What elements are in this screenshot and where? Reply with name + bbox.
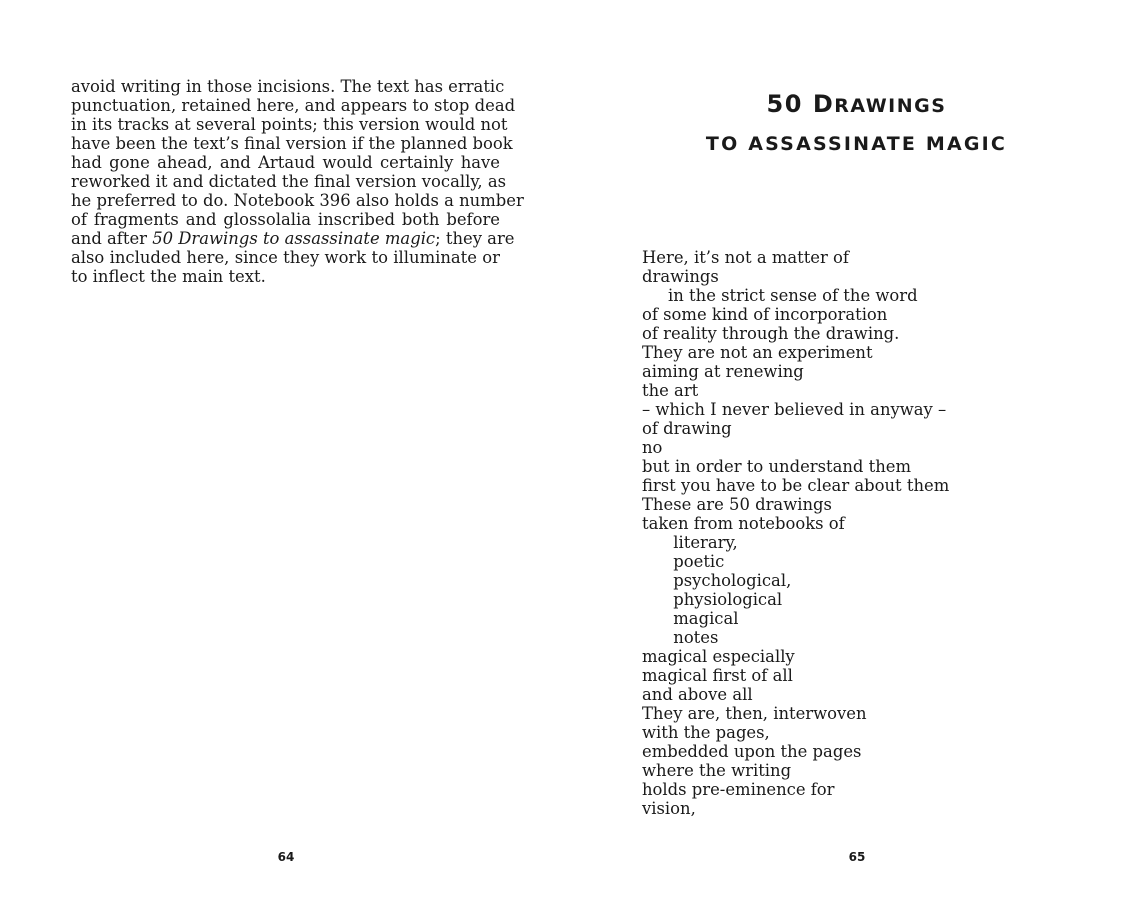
poem-line: where the writing <box>642 761 792 780</box>
prose-line-with-italic-title <box>71 229 515 248</box>
prose-line: punctuation, retained here, and appears to stop dead <box>71 96 516 115</box>
poem-line: holds pre-eminence for <box>642 780 835 799</box>
poem-line: embedded upon the pages <box>642 742 862 761</box>
poem-line: aiming at renewing <box>642 362 804 381</box>
poem-line: literary, <box>642 533 738 552</box>
prose-line: had gone ahead, and Artaud would certainly have <box>71 153 500 172</box>
poem-line: magical especially <box>642 647 795 666</box>
poem-line: taken from notebooks of <box>642 514 845 533</box>
poem-line: They are not an experiment <box>642 343 873 362</box>
poem-line: – which I never believed in anyway – <box>642 400 947 419</box>
prose-line: in its tracks at several points; this version would not <box>71 115 508 134</box>
prose-line: also included here, since they work to illuminate or <box>71 248 500 267</box>
poem-line: poetic <box>642 552 725 571</box>
title-line-2: TO ASSASSINATE MAGIC <box>705 133 1008 155</box>
poem-line: vision, <box>642 799 696 818</box>
poem-line: no <box>642 438 663 457</box>
prose-text: and after <box>71 229 153 248</box>
poem-line: with the pages, <box>642 723 770 742</box>
italic-book-title: 50 Drawings to assassinate magic <box>152 229 436 248</box>
poem-line: notes <box>642 628 719 647</box>
poem-line: magical <box>642 609 739 628</box>
poem-line: These are 50 drawings <box>642 495 832 514</box>
poem-line: and above all <box>642 685 753 704</box>
title-number: 50 <box>766 90 813 118</box>
title-small-caps: RAWINGS <box>834 95 947 117</box>
prose-line: of fragments and glossolalia inscribed both before <box>71 210 500 229</box>
poem-line: of some kind of incorporation <box>642 305 888 324</box>
poem-line: but in order to understand them <box>642 457 912 476</box>
left-page-prose <box>71 77 524 286</box>
poem-line: the art <box>642 381 699 400</box>
page-number-left: 64 <box>277 850 295 864</box>
prose-line: he preferred to do. Notebook 396 also holds a number <box>71 191 524 210</box>
prose-line: reworked it and dictated the final version vocally, as <box>71 172 507 191</box>
poem-line: physiological <box>642 590 783 609</box>
poem-line: in the strict sense of the word <box>642 286 918 305</box>
title-line-1 <box>571 88 1142 122</box>
poem-line: drawings <box>642 267 719 286</box>
prose-line: avoid writing in those incisions. The text has erratic <box>71 77 505 96</box>
poem-line: They are, then, interwoven <box>642 704 867 723</box>
poem-line: psychological, <box>642 571 792 590</box>
poem-line: of drawing <box>642 419 732 438</box>
prose-line: have been the text’s final version if the planned book <box>71 134 513 153</box>
chapter-title <box>571 88 1142 160</box>
prose-text: ; they are <box>435 229 515 248</box>
poem-text <box>642 248 949 818</box>
poem-line: magical first of all <box>642 666 793 685</box>
prose-line: to inflect the main text. <box>71 267 266 286</box>
poem-line: first you have to be clear about them <box>642 476 950 495</box>
poem-line: Here, it’s not a matter of <box>642 248 849 267</box>
poem-line: of reality through the drawing. <box>642 324 900 343</box>
title-initial: D <box>812 90 835 118</box>
page-number-right: 65 <box>848 850 866 864</box>
